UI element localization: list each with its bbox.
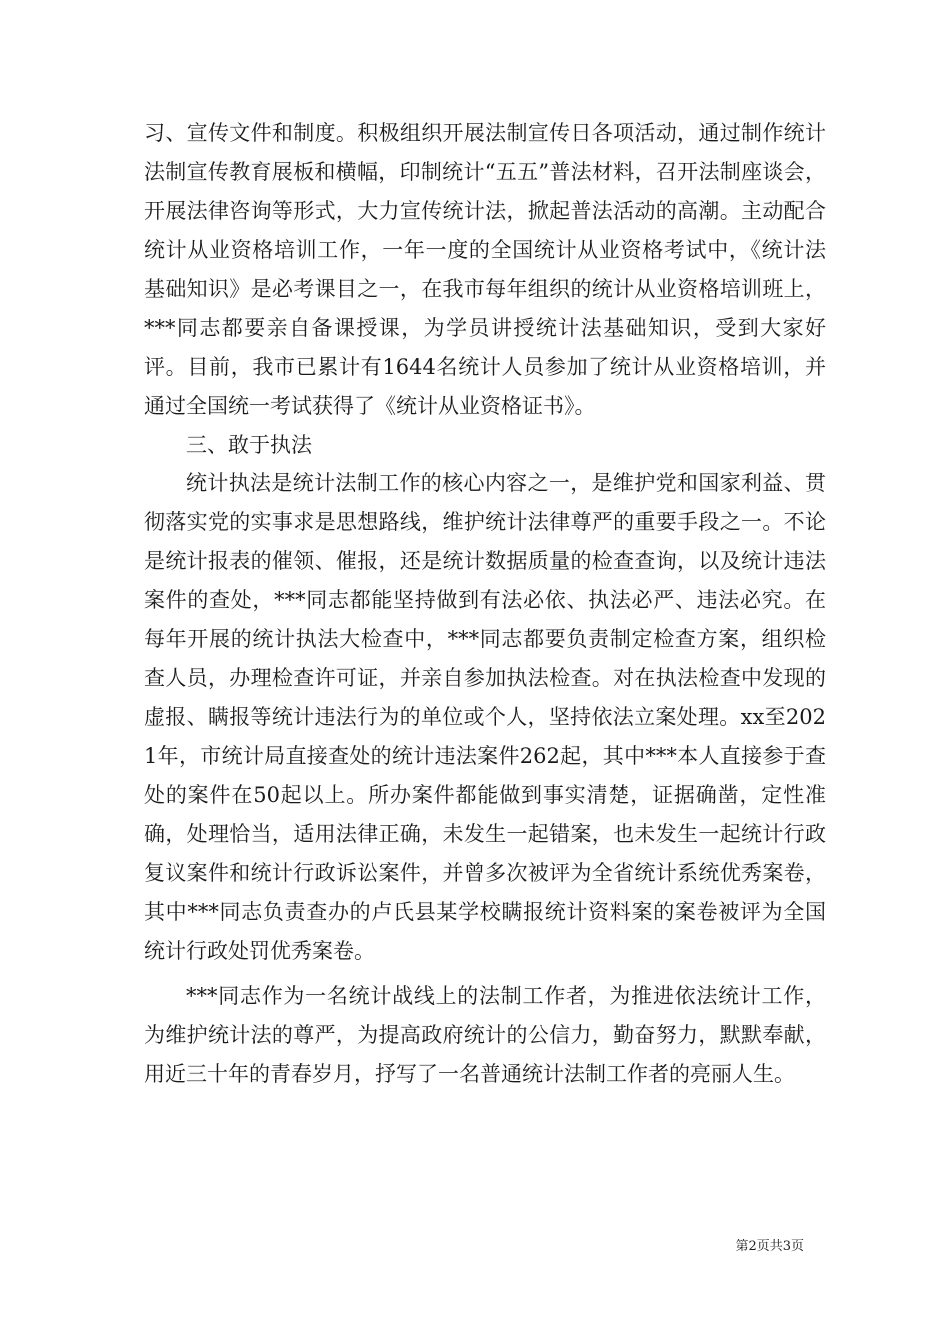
document-body	[144, 114, 826, 1094]
page-number: 第2页共3页	[735, 1239, 804, 1254]
paragraph-continued: 习、宣传文件和制度。积极组织开展法制宣传日各项活动，通过制作统计法制宣传教育展板和横幅，印制统计“五五”普法材料，召开法制座谈会，开展法律咨询等形式，大力宣传统计法，掀起普法活动的高潮。主动配合统计从业资格培训工作，一年一度的全国统计从业资格考试中，《统计法基础知识》是必考课目之一，在我市每年组织的统计从业资格培训班上，***同志都要亲自备课授课，为学员讲授统计法基础知识，受到大家好评。目前，我市已累计有1644名统计人员参加了统计从业资格培训，并通过全国统一考试获得了《统计从业资格证书》。	[144, 121, 826, 418]
section-heading: 三、敢于执法	[186, 433, 312, 457]
paragraph-conclusion: ***同志作为一名统计战线上的法制工作者，为推进依法统计工作，为维护统计法的尊严，为提高政府统计的公信力，勤奋努力，默默奉献，用近三十年的青春岁月，抒写了一名普通统计法制工作者的亮丽人生。	[144, 984, 826, 1086]
paragraph-enforcement: 统计执法是统计法制工作的核心内容之一，是维护党和国家利益、贯彻落实党的实事求是思想路线，维护统计法律尊严的重要手段之一。不论是统计报表的催领、催报，还是统计数据质量的检查查询，以及统计违法案件的查处，***同志都能坚持做到有法必依、执法必严、违法必究。在每年开展的统计执法大检查中，***同志都要负责制定检查方案，组织检查人员，办理检查许可证，并亲自参加执法检查。对在执法检查中发现的虚报、瞒报等统计违法行为的单位或个人，坚持依法立案处理。xx至2021年，市统计局直接查处的统计违法案件262起，其中***本人直接参于查处的案件在50起以上。所办案件都能做到事实清楚，证据确凿，定性准确，处理恰当，适用法律正确，未发生一起错案，也未发生一起统计行政复议案件和统计行政诉讼案件，并曾多次被评为全省统计系统优秀案卷，其中***同志负责查办的卢氏县某学校瞒报统计资料案的案卷被评为全国统计行政处罚优秀案卷。	[144, 471, 826, 963]
